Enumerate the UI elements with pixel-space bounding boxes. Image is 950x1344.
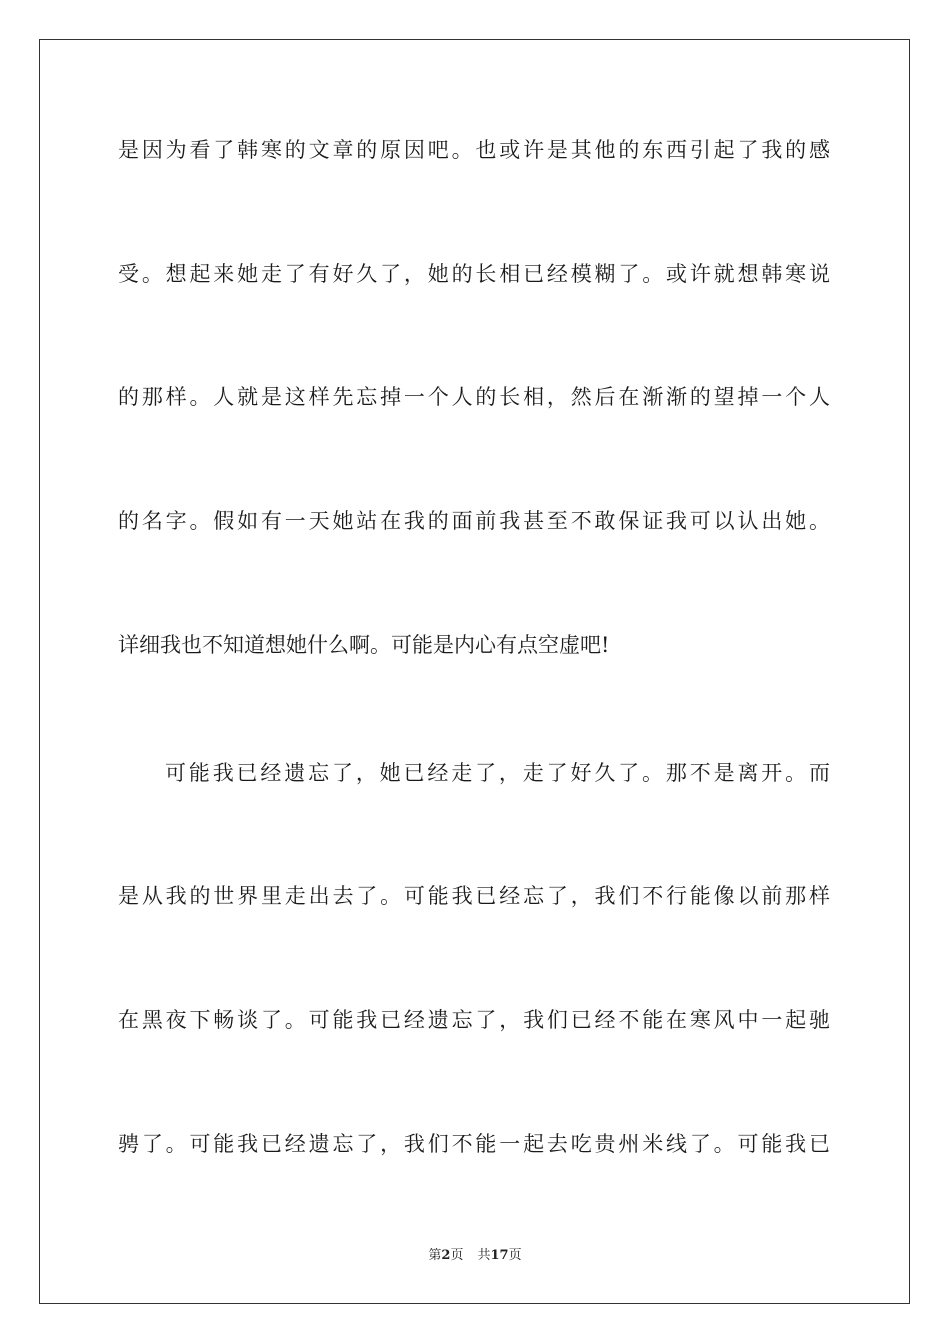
- paragraph-1-line-4: 的名字。假如有一天她站在我的面前我甚至不敢保证我可以认出她。: [118, 509, 830, 533]
- paragraph-1-line-3: 的那样。人就是这样先忘掉一个人的长相，然后在渐渐的望掉一个人: [118, 385, 830, 409]
- page-footer: [0, 1246, 950, 1266]
- total-suffix: 页: [508, 1248, 522, 1263]
- paragraph-2-line-1: 可能我已经遗忘了，她已经走了，走了好久了。那不是离开。而: [165, 761, 830, 785]
- total-prefix: 共: [477, 1248, 491, 1263]
- paragraph-2-line-3: 在黑夜下畅谈了。可能我已经遗忘了，我们已经不能在寒风中一起驰: [118, 1008, 830, 1032]
- paragraph-2-line-2: 是从我的世界里走出去了。可能我已经忘了，我们不行能像以前那样: [118, 884, 830, 908]
- page-border: [39, 39, 910, 1304]
- paragraph-1-line-2: 受。想起来她走了有好久了，她的长相已经模糊了。或许就想韩寒说: [118, 262, 830, 286]
- page-prefix: 第: [428, 1248, 442, 1263]
- page-number: 2: [441, 1248, 451, 1263]
- paragraph-1-line-1: 是因为看了韩寒的文章的原因吧。也或许是其他的东西引起了我的感: [118, 138, 830, 162]
- page-suffix: 页: [450, 1248, 464, 1263]
- total-pages: 17: [490, 1248, 509, 1263]
- paragraph-1-line-5: 详细我也不知道想她什么啊。可能是内心有点空虚吧!: [118, 633, 610, 657]
- paragraph-2-line-4: 骋了。可能我已经遗忘了，我们不能一起去吃贵州米线了。可能我已: [118, 1132, 830, 1156]
